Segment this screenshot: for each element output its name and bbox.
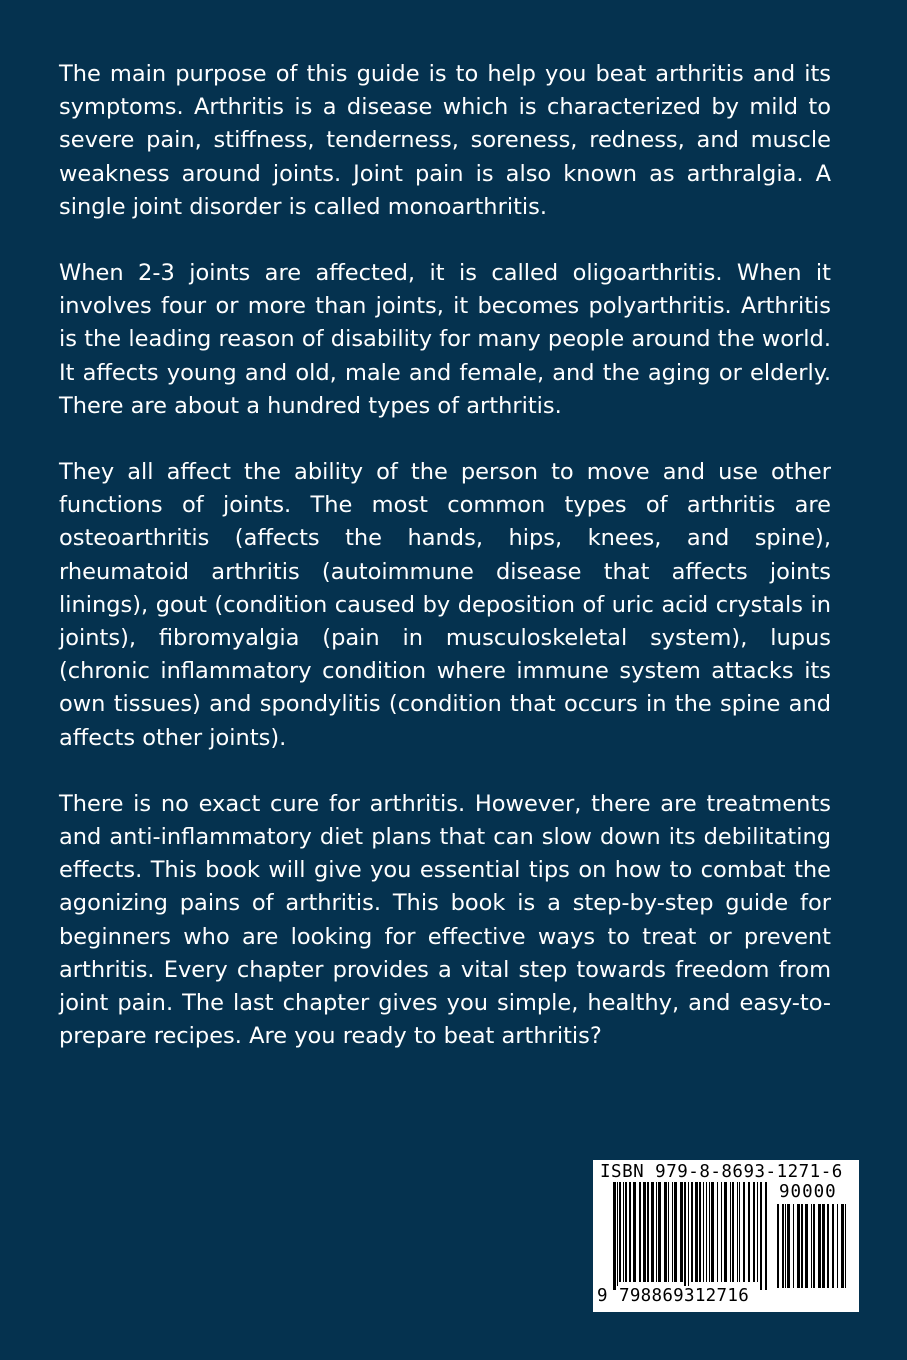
barcode-bar — [721, 1182, 722, 1282]
barcode-bar — [695, 1182, 698, 1282]
barcode-bar — [730, 1182, 731, 1282]
barcode-bar — [743, 1182, 745, 1282]
barcode-bar — [643, 1182, 646, 1282]
barcode-bar — [748, 1182, 750, 1282]
barcode-bar — [684, 1182, 686, 1290]
barcode-bar — [658, 1182, 661, 1282]
barcode-bar — [656, 1182, 657, 1282]
barcode-bar — [691, 1182, 693, 1282]
barcode-bar — [613, 1182, 616, 1290]
ean-barcode-bars — [613, 1182, 769, 1290]
blurb-text — [59, 58, 831, 1086]
barcode-bar — [765, 1182, 767, 1290]
barcode-bar — [664, 1182, 667, 1282]
barcode-bar — [837, 1204, 838, 1288]
barcode-bar — [760, 1182, 762, 1290]
barcode-ean-digits: 798869312716 — [619, 1286, 750, 1306]
barcode-bar — [841, 1204, 844, 1288]
barcode-bar — [688, 1182, 689, 1290]
barcode-bar — [739, 1182, 740, 1282]
barcode-bar — [777, 1204, 779, 1288]
barcode-bar — [674, 1182, 677, 1282]
barcode-bar — [699, 1182, 701, 1282]
isbn-barcode — [593, 1160, 859, 1312]
barcode-bar — [732, 1182, 734, 1282]
barcode-bar — [805, 1204, 808, 1288]
barcode-bar — [757, 1182, 758, 1282]
barcode-addon-digits: 90000 — [779, 1182, 837, 1202]
barcode-first-digit: 9 — [597, 1286, 608, 1306]
barcode-bar — [672, 1182, 673, 1282]
barcode-bar — [811, 1204, 812, 1288]
barcode-bar — [782, 1204, 784, 1288]
blurb-paragraph-2: When 2-3 joints are affected, it is called oligoarthritis. When it involves four or more than joints, it becomes polyarthritis. Arthritis is the leading reason of disability for many people around the world. It affects young and old, male and female, and the aging or elderly. There are about a hundred types of arthritis. — [59, 260, 831, 419]
isbn-label: ISBN 979-8-8693-1271-6 — [600, 1162, 843, 1182]
barcode-bar — [625, 1182, 627, 1282]
barcode-bar — [680, 1182, 683, 1282]
barcode-bar — [818, 1204, 821, 1288]
barcode-bar — [717, 1182, 718, 1282]
barcode-bar — [797, 1204, 800, 1288]
blurb-paragraph-3: They all affect the ability of the person to move and use other functions of joints. The most common types of arthritis are osteoarthritis (affects the hands, hips, knees, and spine), rheumatoid arthritis (autoimmune disease that affects joints linings), gout (condition caused by deposition of uric acid crystals in joints), fibromyalgia (pain in musculoskeletal system), lupus (chronic inflammatory condition where immune system attacks its own tissues) and spondylitis (condition that occurs in the spine and affects other joints). — [59, 459, 831, 751]
barcode-bar — [801, 1204, 803, 1288]
barcode-bar — [647, 1182, 649, 1282]
barcode-bar — [822, 1204, 825, 1288]
barcode-bar — [785, 1204, 786, 1288]
barcode-bar — [633, 1182, 636, 1282]
barcode-bar — [793, 1204, 794, 1288]
barcode-bar — [703, 1182, 704, 1282]
barcode-bar — [617, 1182, 618, 1290]
barcode-bar — [623, 1182, 624, 1282]
barcode-bar — [651, 1182, 654, 1282]
barcode-bar — [619, 1182, 621, 1282]
barcode-bar — [832, 1204, 834, 1288]
barcode-bar — [813, 1204, 815, 1288]
barcode-bar — [709, 1182, 710, 1282]
addon-barcode-bars — [777, 1204, 849, 1296]
barcode-bar — [724, 1182, 727, 1282]
barcode-bar — [753, 1182, 755, 1282]
barcode-bar — [639, 1182, 641, 1282]
blurb-paragraph-1: The main purpose of this guide is to help you beat arthritis and its symptoms. Arthritis is a disease which is characterized by mild to severe pain, stiffness, tenderness, soreness, redness, and muscle weakness around joints. Joint pain is also known as arthralgia. A single joint disorder is called monoarthritis. — [59, 61, 831, 220]
barcode-bar — [711, 1182, 714, 1282]
barcode-bar — [629, 1182, 631, 1282]
barcode-bar — [827, 1204, 829, 1288]
blurb-paragraph-4: There is no exact cure for arthritis. However, there are treatments and anti-inflammatory diet plans that can slow down its debilitating effects. This book will give you essential tips on how to combat the agonizing pains of arthritis. This book is a step-by-step guide for beginners who are looking for effective ways to treat or prevent arthritis. Every chapter provides a vital step towards freedom from joint pain. The last chapter gives you simple, healthy, and easy-to-prepare recipes. Are you ready to beat arthritis? — [59, 790, 831, 1050]
barcode-bar — [737, 1182, 738, 1282]
barcode-bar — [787, 1204, 790, 1288]
barcode-bar — [845, 1204, 846, 1288]
barcode-bar — [706, 1182, 707, 1282]
barcode-bar — [668, 1182, 669, 1282]
